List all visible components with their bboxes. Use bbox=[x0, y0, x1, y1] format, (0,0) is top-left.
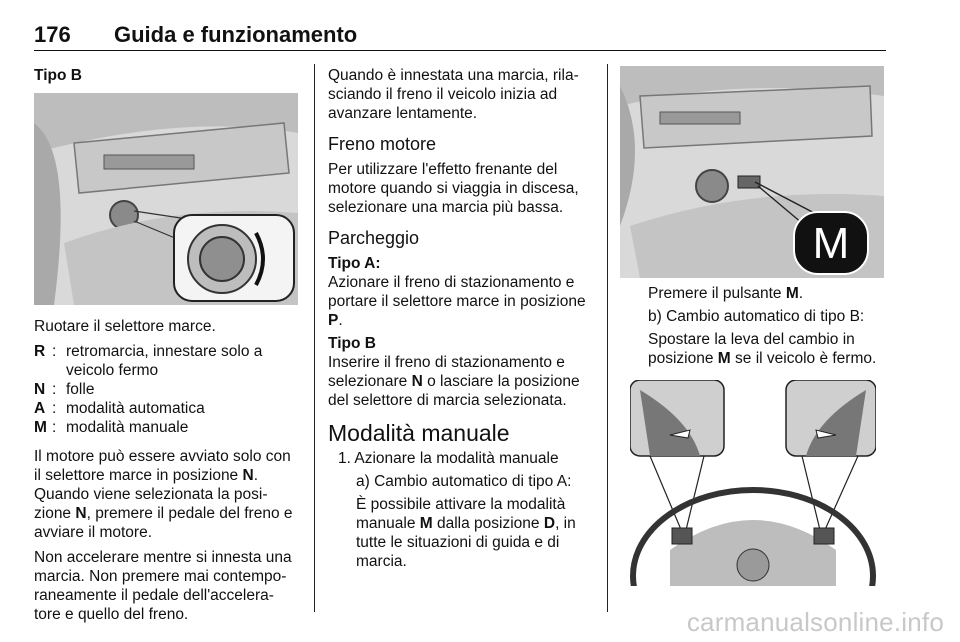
subheading: Tipo A: bbox=[328, 255, 381, 272]
section-subtitle: Tipo B bbox=[34, 67, 82, 84]
definition-text: modalità manuale bbox=[66, 419, 189, 436]
paragraph: Azionare il freno di stazionamento e portare il selettore marce in posizione P. bbox=[328, 274, 586, 329]
paragraph: Il motore può essere avviato solo con il selettore marce in posizione N. Quando viene selezionata la posi-zione N, premere il pedale del freno e avviare il motore. bbox=[34, 448, 293, 541]
paragraph: Per utilizzare l'effetto frenante del motore quando si viaggia in discesa, selezionare una marcia più bassa. bbox=[328, 161, 579, 216]
column-divider bbox=[314, 64, 315, 612]
definition-key: M bbox=[34, 419, 47, 436]
paragraph: Premere il pulsante M. bbox=[648, 285, 804, 302]
definition-text: folle bbox=[66, 381, 95, 398]
column-1 bbox=[34, 66, 300, 624]
column-divider bbox=[607, 64, 608, 612]
page-number: 176 bbox=[34, 22, 71, 47]
page-header bbox=[34, 22, 886, 51]
definition-sep: : bbox=[52, 419, 57, 436]
gear-selector-illustration bbox=[34, 93, 298, 305]
paragraph: Inserire il freno di stazionamento e selezionare N o lasciare la posizione del selettore di marcia selezionata. bbox=[328, 354, 580, 409]
definition-text: retromarcia, innestare solo a veicolo fermo bbox=[66, 343, 263, 379]
list-item: 1. Azionare la modalità manuale bbox=[338, 450, 559, 467]
paragraph: Spostare la leva del cambio in posizione M se il veicolo è fermo. bbox=[648, 331, 877, 367]
m-button-illustration bbox=[620, 66, 884, 278]
gear-definitions bbox=[34, 342, 300, 437]
definition-row bbox=[34, 399, 300, 418]
definition-row bbox=[34, 418, 300, 437]
steering-wheel-paddles-illustration bbox=[630, 380, 876, 586]
definition-row bbox=[34, 342, 300, 380]
definition-sep: : bbox=[52, 343, 57, 360]
page-title: Guida e funzionamento bbox=[114, 22, 358, 47]
definition-key: R bbox=[34, 343, 46, 360]
column-3 bbox=[620, 66, 886, 586]
subheading: Tipo B bbox=[328, 335, 376, 352]
list-item: b) Cambio automatico di tipo B: bbox=[648, 308, 865, 325]
definition-key: A bbox=[34, 400, 46, 417]
definition-sep: : bbox=[52, 400, 57, 417]
paragraph: Non accelerare mentre si innesta una marcia. Non premere mai contempo-raneamente il pedale dell'accelera-tore e quello del freno. bbox=[34, 549, 292, 623]
section-heading: Modalità manuale bbox=[328, 420, 510, 446]
definition-row bbox=[34, 380, 300, 399]
paragraph: Quando è innestata una marcia, rila-sciando il freno il veicolo inizia ad avanzare lentamente. bbox=[328, 67, 579, 122]
watermark: carmanualsonline.info bbox=[686, 607, 944, 637]
section-heading: Freno motore bbox=[328, 134, 437, 154]
definition-key: N bbox=[34, 381, 46, 398]
definition-sep: : bbox=[52, 381, 57, 398]
column-2 bbox=[328, 66, 594, 571]
list-item: a) Cambio automatico di tipo A: bbox=[356, 473, 572, 490]
figure-caption: Ruotare il selettore marce. bbox=[34, 318, 216, 335]
definition-text: modalità automatica bbox=[66, 400, 205, 417]
paragraph: È possibile attivare la modalità manuale M dalla posizione D, in tutte le situazioni di guida e di marcia. bbox=[356, 496, 576, 570]
m-button-label: M bbox=[812, 219, 850, 268]
section-heading: Parcheggio bbox=[328, 228, 420, 248]
